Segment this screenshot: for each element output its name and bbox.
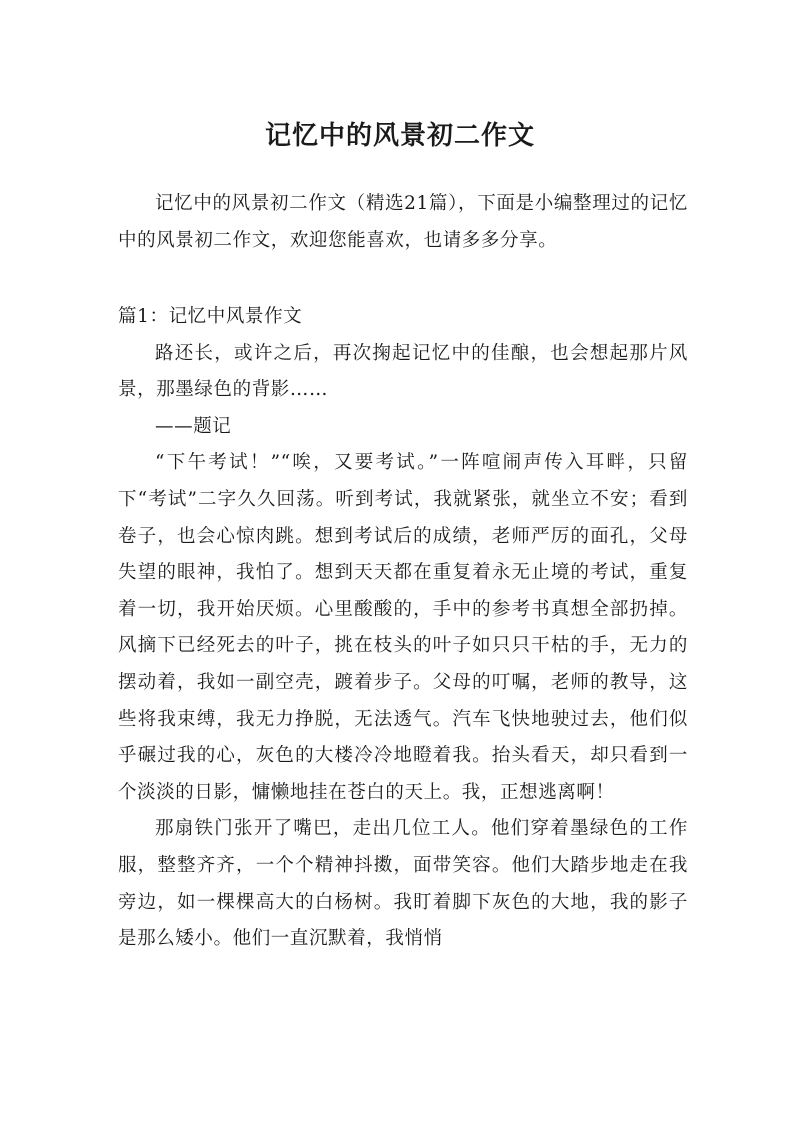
intro-block [118, 186, 688, 259]
essay-paragraph-1: 路还长，或许之后，再次掬起记忆中的佳酿，也会想起那片风景，那墨绿色的背影…… [118, 342, 688, 401]
epigraph-attribution: ——题记 [155, 415, 232, 437]
essay-paragraph-3: 那扇铁门张开了嘴巴，走出几位工人。他们穿着墨绿色的工作服，整整齐齐，一个个精神抖擞，面带笑容。他们大踏步地走在我旁边，如一棵棵高大的白杨树。我盯着脚下灰色的大地，我的影子是那么矮小。他们一直沉默着，我悄悄 [118, 818, 688, 950]
essay-paragraph-2: “下午考试！”“唉，又要考试。”一阵喧闹声传入耳畔，只留下“考试”二字久久回荡。听到考试，我就紧张，就坐立不安；看到卷子，也会心惊肉跳。想到考试后的成绩，老师严厉的面孔，父母失望的眼神，我怕了。想到天天都在重复着永无止境的考试，重复着一切，我开始厌烦。心里酸酸的，手中的参考书真想全部扔掉。风摘下已经死去的叶子，挑在枝头的叶子如只只干枯的手，无力的摆动着，我如一副空壳，踱着步子。父母的叮嘱，老师的教导，这些将我束缚，我无力挣脱，无法透气。汽车飞快地驶过去，他们似乎碾过我的心，灰色的大楼冷冷地瞪着我。抬头看天，却只看到一个淡淡的日影，慵懒地挂在苍白的天上。我，正想逃离啊！ [118, 452, 688, 803]
intro-paragraph: 记忆中的风景初二作文（精选21篇），下面是小编整理过的记忆中的风景初二作文，欢迎您能喜欢，也请多多分享。 [118, 193, 688, 251]
essay-body [118, 299, 688, 958]
section-heading: 篇1：记忆中风景作文 [118, 306, 303, 327]
document-title: 记忆中的风景初二作文 [264, 121, 535, 152]
